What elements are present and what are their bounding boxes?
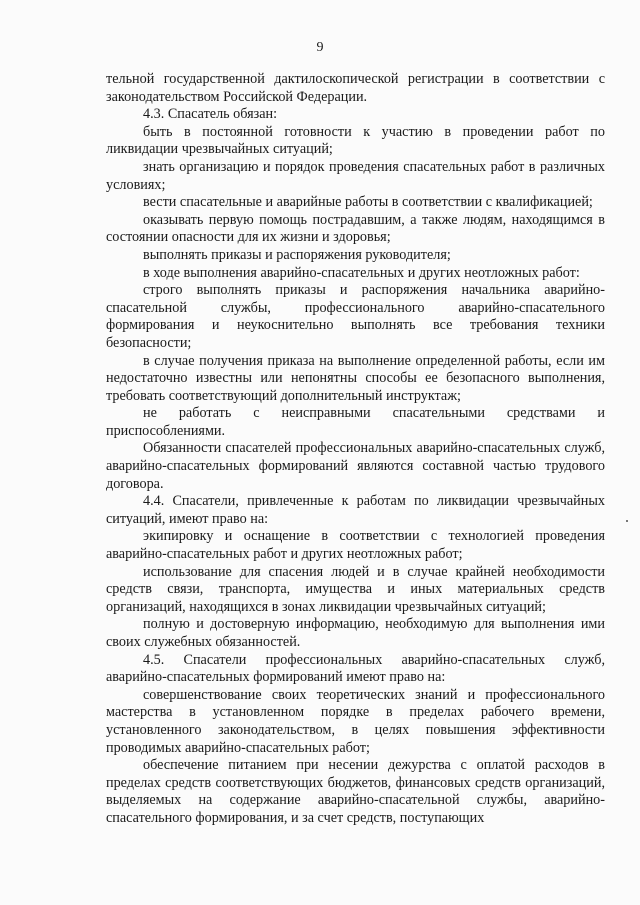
document-body <box>106 71 605 828</box>
paragraph: оказывать первую помощь пострадавшим, а также людям, находящимся в состоянии опасности для их жизни и здоровья; <box>106 211 605 246</box>
paragraph: быть в постоянной готовности к участию в проведении работ по ликвидации чрезвычайных ситуаций; <box>106 123 605 158</box>
paragraph: полную и достоверную информацию, необходимую для выполнения ими своих служебных обязанностей. <box>106 616 605 650</box>
paragraph: в случае получения приказа на выполнение определенной работы, если им недостаточно известны или непонятны способы ее безопасного выполнения, требовать соответствующий дополнительный инструктаж; <box>106 352 605 404</box>
paragraph: строго выполнять приказы и распоряжения начальника аварийно-спасательной службы, профессионального аварийно-спасательного формирования и неукоснительно выполнять все требования техники безопасности; <box>106 282 605 351</box>
paragraph: выполнять приказы и распоряжения руководителя; <box>143 246 451 263</box>
paragraph: совершенствование своих теоретических знаний и профессионального мастерства в установленном порядке в пределах рабочего времени, установленного законодательством, в целях повышения эффективности проводимых аварийно-спасательных работ; <box>106 686 605 756</box>
paragraph: экипировку и оснащение в соответствии с технологией проведения аварийно-спасательных работ и других неотложных работ; <box>106 528 605 563</box>
paragraph: не работать с неисправными спасательными средствами и приспособлениями. <box>106 405 605 439</box>
paragraph: 4.4. Спасатели, привлеченные к работам по ликвидации чрезвычайных ситуаций, имеют право на: <box>106 493 605 527</box>
paragraph: Обязанности спасателей профессиональных аварийно-спасательных служб, аварийно-спасательных формирований являются составной частью трудового договора. <box>106 440 605 492</box>
paragraph: вести спасательные и аварийные работы в соответствии с квалификацией; <box>143 194 593 211</box>
paragraph: знать организацию и порядок проведения спасательных работ в различных условиях; <box>106 158 605 193</box>
paragraph: в ходе выполнения аварийно-спасательных и других неотложных работ: <box>143 264 580 281</box>
paragraph: 4.5. Спасатели профессиональных аварийно-спасательных служб, аварийно-спасательных формирований имеют право на: <box>106 651 605 686</box>
paragraph: обеспечение питанием при несении дежурства с оплатой расходов в пределах средств соответствующих бюджетов, финансовых средств организаций, выделяемых на содержание аварийно-спасательной службы, аварийно-спасательного формирования, и за счет средств, поступающих <box>106 757 605 826</box>
paragraph: тельной государственной дактилоскопической регистрации в соответствии с законодательством Российской Федерации. <box>106 71 605 105</box>
paragraph: использование для спасения людей и в случае крайней необходимости средств связи, транспорта, имущества и иных материальных средств организаций, находящихся в зонах ликвидации чрезвычайных ситуаций; <box>106 563 605 615</box>
page-number: 9 <box>316 40 324 55</box>
scan-artifact <box>626 520 628 522</box>
paragraph: 4.3. Спасатель обязан: <box>143 106 278 123</box>
